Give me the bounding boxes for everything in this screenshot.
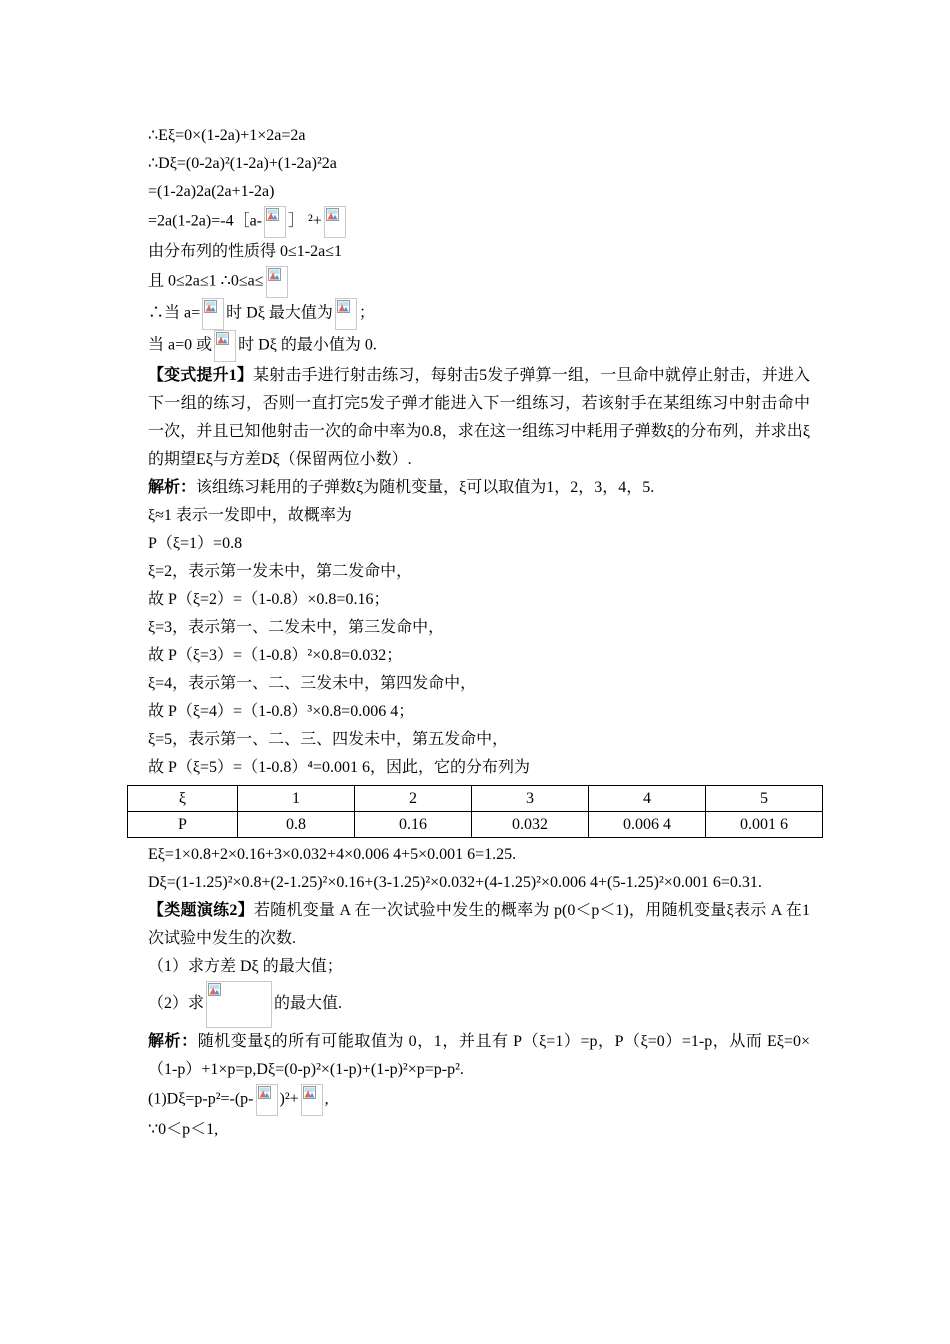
broken-image-icon	[326, 208, 339, 221]
text-line	[148, 1028, 810, 1084]
text-line	[148, 841, 810, 869]
broken-image-placeholder[interactable]	[206, 981, 272, 1028]
table-cell: 1	[238, 786, 355, 812]
text-line	[148, 298, 810, 330]
table-cell: 0.16	[355, 812, 472, 838]
text-run: 该组练习耗用的子弹数ξ为随机变量，ξ可以取值为1，2，3，4，5.	[196, 479, 655, 496]
text-line	[148, 266, 810, 298]
broken-image-icon	[216, 332, 229, 345]
table-cell: 0.032	[472, 812, 589, 838]
bold-label: 【变式提升1】	[148, 367, 254, 384]
text-run: ∴Dξ=(0-2a)²(1-2a)+(1-2a)²2a	[148, 155, 337, 172]
text-line	[148, 150, 810, 178]
text-line	[148, 530, 810, 558]
broken-image-placeholder[interactable]	[256, 1084, 278, 1116]
text-line	[148, 1084, 810, 1116]
broken-image-placeholder[interactable]	[264, 206, 286, 238]
text-line	[148, 122, 810, 150]
broken-image-placeholder[interactable]	[324, 206, 346, 238]
broken-image-placeholder[interactable]	[202, 298, 224, 330]
text-run: )²+	[279, 1090, 299, 1108]
text-line	[148, 897, 810, 953]
text-run: 随机变量ξ的所有可能取值为 0，1，并且有 P（ξ=1）=p，P（ξ=0）=1-p，从而 Eξ=0×（1-p）+1×p=p,Dξ=(0-p)²×(1-p)+(1-p)²×p=p-p².	[148, 1033, 810, 1078]
broken-image-icon	[337, 300, 350, 313]
text-run: ξ=5，表示第一、二、三、四发未中，第五发命中，	[148, 731, 509, 748]
text-line	[148, 754, 810, 782]
text-run: 某射击手进行射击练习，每射击5发子弹算一组，一旦命中就停止射击，并进入下一组的练习，否则一直打完5发子弹才能进入下一组练习，若该射手在某组练习中射击命中一次，并且已知他射击一次的命中率为0.8，求在这一组练习中耗用子弹数ξ的分布列，并求出ξ的期望Eξ与方差Dξ（保留两位小数）.	[148, 367, 810, 468]
text-run: P（ξ=1）=0.8	[148, 535, 243, 552]
text-run: 故 P（ξ=5）=（1-0.8）⁴=0.001 6，因此，它的分布列为	[148, 759, 531, 776]
table-cell: 5	[706, 786, 823, 812]
broken-image-icon	[303, 1086, 316, 1099]
text-line	[148, 238, 810, 266]
text-line	[148, 558, 810, 586]
text-line	[148, 330, 810, 362]
text-run: ∵0＜p＜1,	[148, 1121, 219, 1138]
text-line	[148, 642, 810, 670]
document-body	[148, 122, 810, 1144]
text-run: 由分布列的性质得 0≤1-2a≤1	[148, 243, 342, 260]
broken-image-icon	[258, 1086, 271, 1099]
text-run: =(1-2a)2a(2a+1-2a)	[148, 183, 275, 200]
text-run: 的最大值.	[274, 995, 343, 1013]
text-run: ∴Eξ=0×(1-2a)+1×2a=2a	[148, 127, 306, 144]
text-run: ξ=3，表示第一、二发未中，第三发命中，	[148, 619, 445, 636]
text-line	[148, 178, 810, 206]
text-run: 时 Dξ 的最小值为 0.	[238, 336, 377, 354]
text-run: 故 P（ξ=3）=（1-0.8）²×0.8=0.032；	[148, 647, 403, 664]
table-cell: 2	[355, 786, 472, 812]
table-row	[128, 786, 823, 812]
text-run: Eξ=1×0.8+2×0.16+3×0.032+4×0.006 4+5×0.001 6=1.25.	[148, 846, 517, 863]
text-run: 当 a=0 或	[148, 336, 213, 354]
text-run: 若随机变量 A 在一次试验中发生的概率为 p(0＜p＜1)，用随机变量ξ表示 A 在1次试验中发生的次数.	[148, 902, 810, 947]
broken-image-placeholder[interactable]	[301, 1084, 323, 1116]
text-run: ξ≈1 表示一发即中，故概率为	[148, 507, 352, 524]
text-run: =2a(1-2a)=-4［a-	[148, 212, 262, 230]
table-cell: P	[128, 812, 238, 838]
table-cell: 0.006 4	[589, 812, 706, 838]
bold-label: 【类题演练2】	[148, 902, 254, 919]
text-run: （2）求	[148, 995, 205, 1013]
text-run: ；	[358, 304, 375, 322]
text-run: 时 Dξ 最大值为	[226, 304, 333, 322]
bold-label: 解析：	[148, 479, 197, 496]
table-cell: 3	[472, 786, 589, 812]
broken-image-placeholder[interactable]	[335, 298, 357, 330]
text-line	[148, 1116, 810, 1144]
table-cell: ξ	[128, 786, 238, 812]
broken-image-icon	[266, 208, 279, 221]
table-cell: 0.001 6	[706, 812, 823, 838]
table-cell: 0.8	[238, 812, 355, 838]
text-line	[148, 981, 810, 1028]
text-run: (1)Dξ=p-p²=-(p-	[148, 1090, 254, 1108]
broken-image-placeholder[interactable]	[214, 330, 236, 362]
text-run: ξ=2，表示第一发未中，第二发命中，	[148, 563, 413, 580]
bold-label: 解析：	[148, 1033, 198, 1050]
text-line	[148, 726, 810, 754]
text-run: ］ ²+	[288, 212, 322, 230]
text-line	[148, 698, 810, 726]
table-cell: 4	[589, 786, 706, 812]
text-line	[148, 869, 810, 897]
text-run: （1）求方差 Dξ 的最大值；	[148, 958, 343, 975]
text-run: ξ=4，表示第一、二、三发未中，第四发命中，	[148, 675, 477, 692]
broken-image-icon	[204, 300, 217, 313]
broken-image-icon	[268, 268, 281, 281]
text-run: ,	[324, 1090, 329, 1108]
text-line	[148, 586, 810, 614]
table-row	[128, 812, 823, 838]
text-line	[148, 953, 810, 981]
text-line	[148, 502, 810, 530]
text-run: 且 0≤2a≤1 ∴0≤a≤	[148, 272, 264, 290]
broken-image-placeholder[interactable]	[266, 266, 288, 298]
broken-image-icon	[208, 983, 221, 996]
distribution-table	[127, 785, 823, 838]
text-run: ∴当 a=	[148, 304, 201, 322]
text-line	[148, 474, 810, 502]
text-line	[148, 614, 810, 642]
text-run: 故 P（ξ=4）=（1-0.8）³×0.8=0.006 4；	[148, 703, 415, 720]
text-run: Dξ=(1-1.25)²×0.8+(2-1.25)²×0.16+(3-1.25)²×0.032+(4-1.25)²×0.006 4+(5-1.25)²×0.001 6=0.31.	[148, 874, 762, 891]
text-line	[148, 670, 810, 698]
text-line	[148, 206, 810, 238]
text-run: 故 P（ξ=2）=（1-0.8）×0.8=0.16；	[148, 591, 390, 608]
text-line	[148, 362, 810, 474]
